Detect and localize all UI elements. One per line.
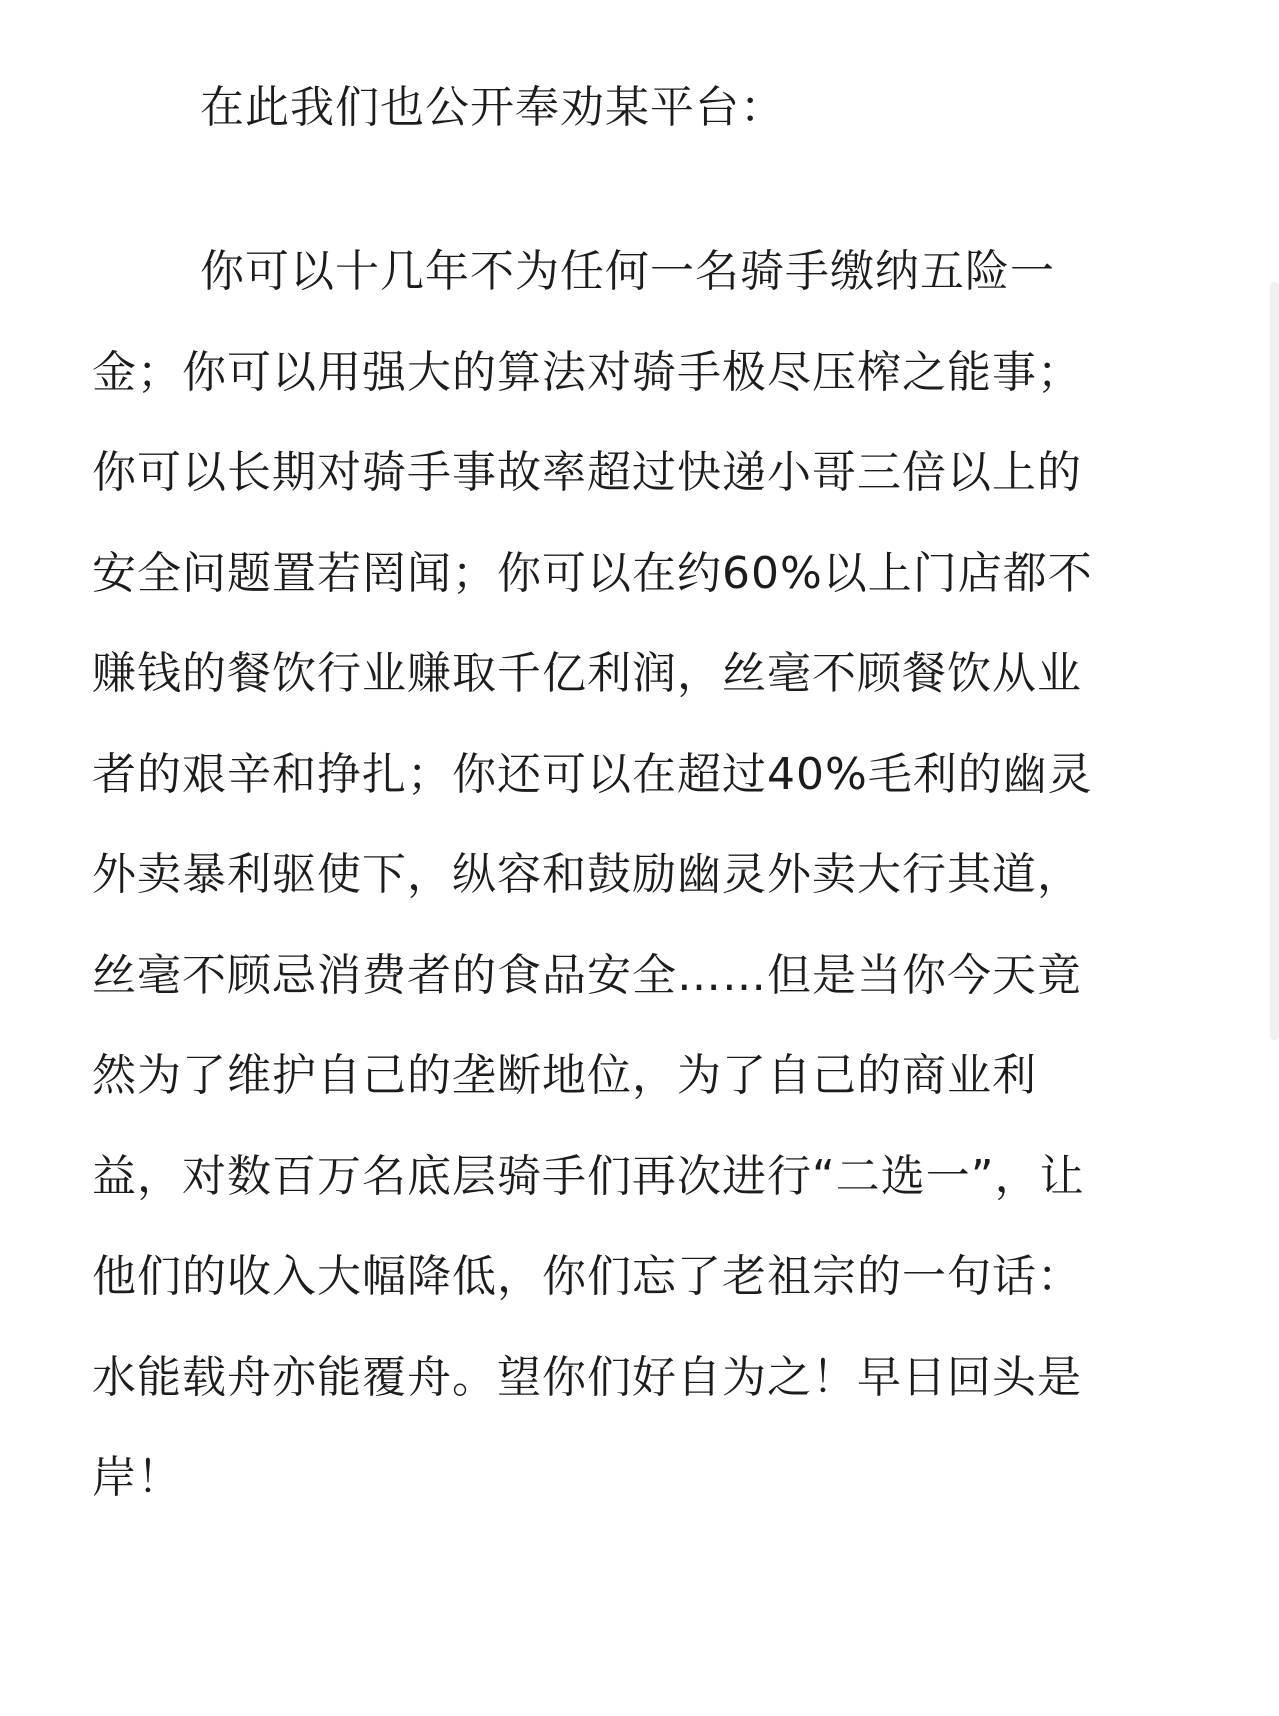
paragraph-line-1: 你可以十几年不为任何一名骑手缴纳五险一 — [200, 246, 1055, 297]
paragraph-line-12: 水能载舟亦能覆舟。望你们好自为之！早日回头是 — [92, 1352, 1082, 1403]
paragraph-line-8: 丝毫不顾忌消费者的食品安全……但是当你今天竟 — [92, 950, 1082, 1001]
paragraph-line-7: 外卖暴利驱使下，纵容和鼓励幽灵外卖大行其道， — [92, 849, 1082, 900]
paragraph-line-6: 者的艰辛和挣扎；你还可以在超过40%毛利的幽灵 — [92, 749, 1093, 800]
paragraph-line-10: 益，对数百万名底层骑手们再次进行“二选一”，让 — [92, 1151, 1085, 1202]
scrollbar-track[interactable] — [1269, 0, 1279, 1716]
scrollbar-thumb[interactable] — [1270, 282, 1279, 1040]
paragraph-line-4: 安全问题置若罔闻；你可以在约60%以上门店都不 — [92, 548, 1093, 599]
paragraph-line-13: 岸！ — [92, 1452, 182, 1503]
heading-line: 在此我们也公开奉劝某平台： — [200, 82, 785, 133]
paragraph-line-3: 你可以长期对骑手事故率超过快递小哥三倍以上的 — [92, 447, 1082, 498]
paragraph-line-5: 赚钱的餐饮行业赚取千亿利润，丝毫不顾餐饮从业 — [92, 648, 1082, 699]
paragraph-line-11: 他们的收入大幅降低，你们忘了老祖宗的一句话： — [92, 1251, 1082, 1302]
paragraph-line-9: 然为了维护自己的垄断地位，为了自己的商业利 — [92, 1050, 1037, 1101]
paragraph-line-2: 金；你可以用强大的算法对骑手极尽压榨之能事； — [92, 347, 1082, 398]
